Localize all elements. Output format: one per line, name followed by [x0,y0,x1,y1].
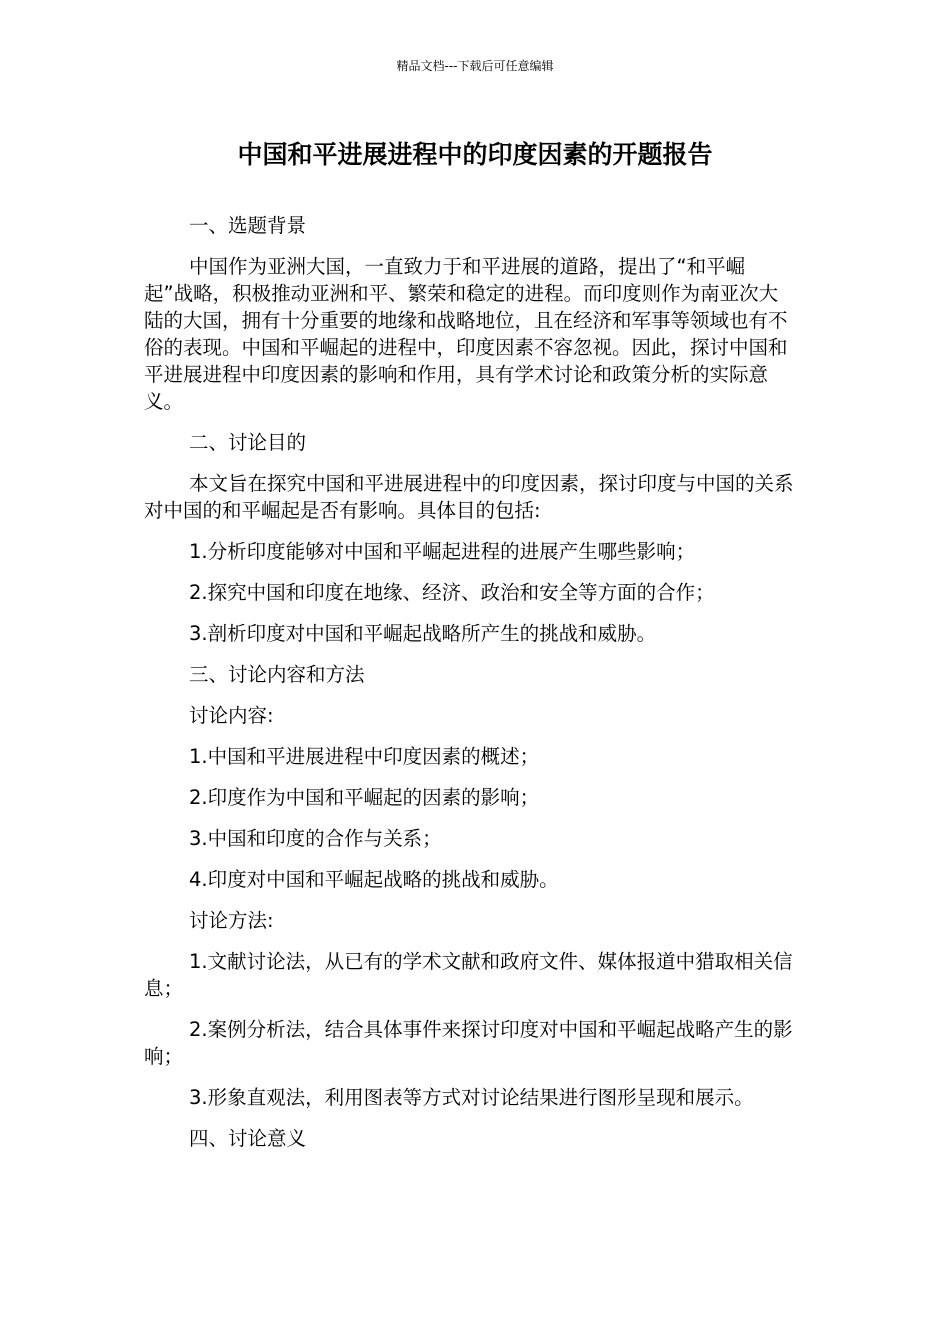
section-heading-purpose: 二、讨论目的 [189,431,307,454]
content-item-3: 3.中国和印度的合作与关系； [189,827,442,850]
paragraph-purpose: 本文旨在探究中国和平进展进程中的印度因素，探讨印度与中国的关系对中国的和平崛起是否有影响。具体目的包括: [144,472,794,522]
document-body [144,212,794,1166]
purpose-item-1: 1.分析印度能够对中国和平崛起进程的进展产生哪些影响； [189,540,696,563]
method-item-1: 1.文献讨论法，从已有的学术文献和政府文件、媒体报道中猎取相关信息； [144,950,793,1000]
content-item-1: 1.中国和平进展进程中印度因素的概述； [189,745,540,768]
method-item-3: 3.形象直观法，利用图表等方式对讨论结果进行图形呈现和展示。 [189,1086,754,1109]
method-item-2: 2.案例分析法，结合具体事件来探讨印度对中国和平崛起战略产生的影响； [144,1018,793,1068]
content-item-4: 4.印度对中国和平崛起战略的挑战和威胁。 [189,868,559,891]
purpose-item-3: 3.剖析印度对中国和平崛起战略所产生的挑战和威胁。 [189,622,657,645]
subheading-content: 讨论内容: [189,704,274,727]
purpose-item-2: 2.探究中国和印度在地缘、经济、政治和安全等方面的合作； [189,581,715,604]
document-title: 中国和平进展进程中的印度因素的开题报告 [237,140,713,169]
header-note: 精品文档---下载后可任意编辑 [396,59,554,73]
content-item-2: 2.印度作为中国和平崛起的因素的影响； [189,786,540,809]
section-heading-significance: 四、讨论意义 [189,1127,307,1150]
subheading-methods: 讨论方法: [189,909,274,932]
paragraph-background: 中国作为亚洲大国，一直致力于和平进展的道路，提出了“和平崛起”战略，积极推动亚洲和平、繁荣和稳定的进程。而印度则作为南亚次大陆的大国，拥有十分重要的地缘和战略地位，且在经济和军事等领域也有不俗的表现。中国和平崛起的进程中，印度因素不容忽视。因此，探讨中国和平进展进程中印度因素的影响和作用，具有学术讨论和政策分析的实际意义。 [144,255,788,413]
section-heading-background: 一、选题背景 [189,214,307,237]
section-heading-content-methods: 三、讨论内容和方法 [189,663,365,686]
